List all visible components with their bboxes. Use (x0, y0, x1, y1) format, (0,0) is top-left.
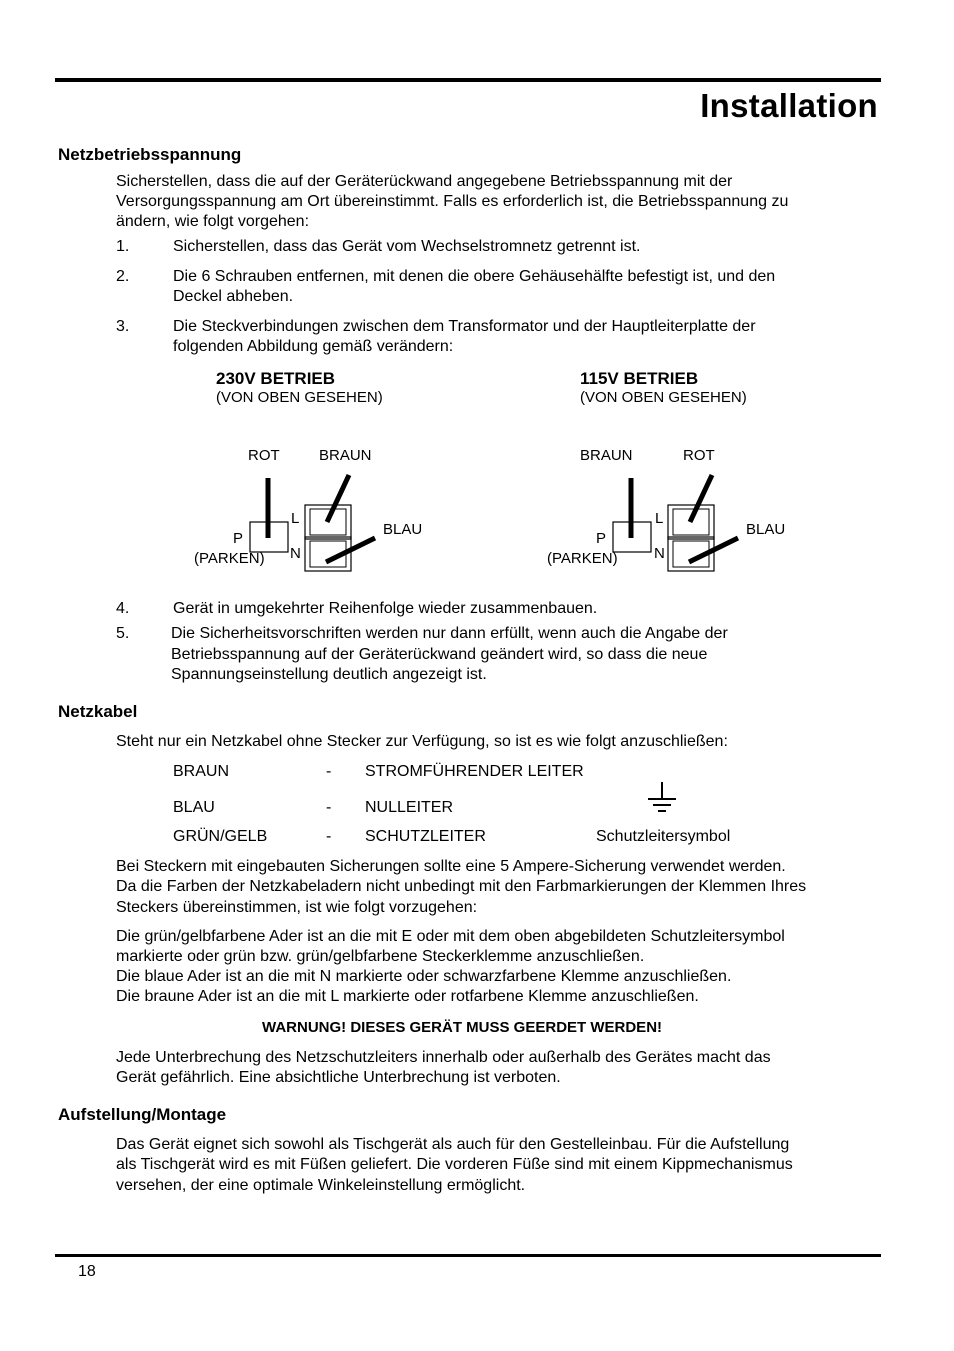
step-text: Die Sicherheitsvorschriften werden nur dann erfüllt, wenn auch die Angabe der (171, 625, 728, 642)
wire-dash: - (326, 763, 332, 780)
wire-label-blau: BLAU (383, 521, 423, 538)
wire-color: BRAUN (173, 763, 230, 780)
diagram-230v-title: 230V BETRIEB (216, 369, 336, 388)
step-text: Betriebsspannung auf der Geräterückwand geändert wird, so dass die neue (171, 646, 708, 663)
intro-line: Versorgungsspannung am Ort übereinstimmt. Falls es erforderlich ist, die Betriebsspannung zu (116, 193, 789, 210)
para-line: Gerät gefährlich. Eine absichtliche Unterbrechung ist verboten. (116, 1069, 561, 1086)
step-text: Die 6 Schrauben entfernen, mit denen die obere Gehäusehälfte befestigt ist, und den (173, 268, 776, 285)
warning-text: WARNUNG! DIESES GERÄT MUSS GEERDET WERDEN! (262, 1019, 663, 1036)
step-number: 3. (116, 318, 130, 335)
step-number: 1. (116, 238, 130, 255)
para-line: Die blaue Ader ist an die mit N markierte oder schwarzfarbene Klemme anzuschließen. (116, 968, 732, 985)
terminal-label-p: P (596, 530, 607, 547)
page-title: Installation (700, 87, 878, 124)
page-number: 18 (78, 1263, 96, 1280)
wire-meaning: NULLEITER (365, 799, 454, 816)
step-text: Gerät in umgekehrter Reihenfolge wieder zusammenbauen. (173, 600, 598, 617)
connector-230v (250, 475, 375, 571)
terminal-label-n: N (290, 545, 301, 562)
para-line: versehen, der eine optimale Winkeleinstellung ermöglicht. (116, 1177, 526, 1194)
step-text: Die Steckverbindungen zwischen dem Transformator und der Hauptleiterplatte der (173, 318, 756, 335)
step-text: folgenden Abbildung gemäß verändern: (173, 338, 454, 355)
diagram-230v-subtitle: (VON OBEN GESEHEN) (216, 389, 383, 406)
step-text: Deckel abheben. (173, 288, 294, 305)
para-line: Jede Unterbrechung des Netzschutzleiters innerhalb oder außerhalb des Gerätes macht das (116, 1049, 771, 1066)
step-text: Sicherstellen, dass das Gerät vom Wechselstromnetz getrennt ist. (173, 238, 641, 255)
wire-meaning: STROMFÜHRENDER LEITER (365, 763, 584, 780)
para-line: Die grün/gelbfarbene Ader ist an die mit E oder mit dem oben abgebildeten Schutzleitersymbol (116, 928, 785, 945)
para-line: Da die Farben der Netzkabeladern nicht unbedingt mit den Farbmarkierungen der Klemmen Ihres (116, 878, 807, 895)
parken-label: (PARKEN) (547, 550, 618, 567)
ground-symbol-icon (648, 782, 676, 811)
parken-label: (PARKEN) (194, 550, 265, 567)
para-line: Die braune Ader ist an die mit L markierte oder rotfarbene Klemme anzuschließen. (116, 988, 699, 1005)
wire-label-braun: BRAUN (580, 447, 633, 464)
connector-115v (613, 475, 738, 571)
intro-line: ändern, wie folgt vorgehen: (116, 213, 310, 230)
bottom-rule (55, 1254, 881, 1257)
wire-color: BLAU (173, 799, 215, 816)
terminal-label-l: L (291, 510, 300, 527)
terminal-label-p: P (233, 530, 244, 547)
section-heading-netzkabel: Netzkabel (58, 702, 138, 721)
para-line: als Tischgerät wird es mit Füßen geliefert. Die vorderen Füße sind mit einem Kippmechanismus (116, 1156, 793, 1173)
wire-label-rot: ROT (683, 447, 715, 464)
section-heading-aufstellung: Aufstellung/Montage (58, 1105, 227, 1124)
step-text: Spannungseinstellung deutlich angezeigt ist. (171, 666, 487, 683)
para-line: markierte oder grün bzw. grün/gelbfarbene Steckerklemme anzuschließen. (116, 948, 645, 965)
section-heading-netzbetriebsspannung: Netzbetriebsspannung (58, 145, 242, 164)
diagram-115v-subtitle: (VON OBEN GESEHEN) (580, 389, 747, 406)
wire-label-blau: BLAU (746, 521, 786, 538)
wire-label-braun: BRAUN (319, 447, 372, 464)
netzkabel-intro: Steht nur ein Netzkabel ohne Stecker zur Verfügung, so ist es wie folgt anzuschließen: (116, 733, 728, 750)
terminal-label-n: N (654, 545, 665, 562)
step-number: 2. (116, 268, 130, 285)
wire-dash: - (326, 828, 332, 845)
para-line: Bei Steckern mit eingebauten Sicherungen sollte eine 5 Ampere-Sicherung verwendet werden. (116, 858, 786, 875)
para-line: Steckers übereinstimmen, ist wie folgt vorzugehen: (116, 899, 478, 916)
intro-line: Sicherstellen, dass die auf der Geräterückwand angegebene Betriebsspannung mit der (116, 173, 733, 190)
diagram-115v-title: 115V BETRIEB (580, 369, 699, 388)
step-number: 5. (116, 625, 130, 642)
wire-label-rot: ROT (248, 447, 280, 464)
wire-color: GRÜN/GELB (173, 828, 268, 845)
para-line: Das Gerät eignet sich sowohl als Tischgerät als auch für den Gestelleinbau. Für die Aufstellung (116, 1136, 790, 1153)
ground-symbol-label: Schutzleitersymbol (596, 828, 731, 845)
wire-meaning: SCHUTZLEITER (365, 828, 486, 845)
wire-dash: - (326, 799, 332, 816)
step-number: 4. (116, 600, 130, 617)
terminal-label-l: L (655, 510, 664, 527)
